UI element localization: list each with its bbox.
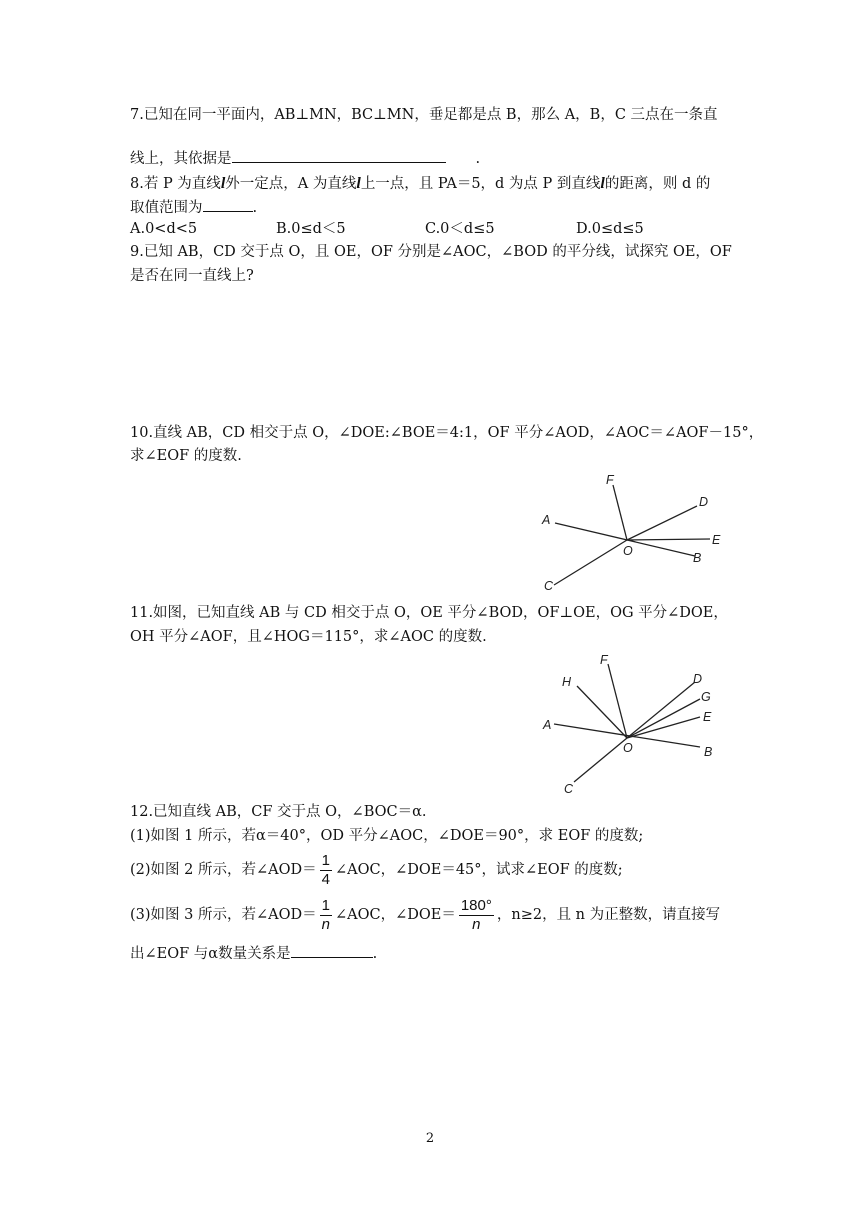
q8-option-a[interactable]: A.0<d<5 — [130, 221, 198, 237]
q10-line1: 10.直线 AB，CD 相交于点 O，∠DOE:∠BOE＝4:1，OF 平分∠AOD，∠AOC＝∠AOF－15°， — [130, 425, 764, 441]
q10-label-a: A — [542, 513, 551, 527]
q11-line1: 11.如图，已知直线 AB 与 CD 相交于点 O，OE 平分∠BOD，OF⊥OE，OG 平分∠DOE， — [130, 605, 728, 621]
q11-figure — [530, 646, 730, 796]
q11-label-h: H — [562, 675, 572, 689]
q12-part3-text-a: (3)如图 3 所示，若∠AOD＝ — [130, 907, 317, 923]
q7-line2 — [130, 148, 480, 169]
q8-text-b: 外一定点，A 为直线 — [225, 176, 357, 192]
q10-ray-od — [627, 506, 697, 540]
q12-fraction-180-over-n — [459, 897, 494, 934]
q12-line5-text: 出∠EOF 与α数量关系是 — [130, 946, 291, 962]
q12-fraction-one-quarter — [320, 852, 332, 889]
q12-line2: (1)如图 1 所示，若α＝40°，OD 平分∠AOC，∠DOE＝90°，求 EOF 的度数; — [130, 828, 644, 844]
q10-label-o: O — [623, 544, 633, 558]
q12-part3-text-b: ∠AOC，∠DOE＝ — [334, 907, 456, 923]
q8-text-d: 的距离，则 d 的 — [604, 176, 711, 192]
q9-line1: 9.已知 AB，CD 交于点 O，且 OE，OF 分别是∠AOC，∠BOD 的平分线，试探究 OE，OF — [130, 244, 732, 260]
q10-label-f: F — [606, 473, 614, 487]
q12-line5-end: . — [372, 946, 378, 962]
q10-label-c: C — [544, 579, 554, 593]
q12-part3-text-c: ，n≥2，且 n 为正整数，请直接写 — [496, 907, 721, 923]
q11-label-c: C — [564, 782, 574, 796]
q12-frac3-den: n — [459, 915, 494, 934]
q7-line2-text: 线上，其依据是 — [130, 151, 232, 167]
q10-ray-of — [613, 485, 627, 540]
q10-label-e: E — [712, 533, 721, 547]
q11-label-o: O — [623, 741, 633, 755]
q8-line-l-3: l — [600, 175, 605, 192]
q12-fraction-one-over-n — [320, 897, 332, 934]
q10-figure — [530, 468, 730, 593]
q8-line2-text: 取值范围为 — [130, 200, 203, 216]
q7-answer-blank[interactable] — [232, 148, 446, 163]
q8-line2 — [130, 197, 257, 218]
q8-line1 — [130, 174, 710, 194]
q12-part2-text-b: ∠AOC，∠DOE＝45°，试求∠EOF 的度数; — [334, 862, 623, 878]
q11-label-g: G — [701, 690, 711, 704]
q11-label-d: D — [693, 672, 703, 686]
q10-line2: 求∠EOF 的度数. — [130, 448, 242, 464]
q11-ray-og — [627, 699, 700, 738]
q8-text-c: 上一点，且 PA＝5，d 为点 P 到直线 — [360, 176, 601, 192]
q11-label-e: E — [703, 710, 712, 724]
q11-ray-oc — [574, 738, 627, 782]
q11-label-a: A — [543, 718, 552, 732]
q11-ray-of — [608, 664, 627, 738]
q8-option-b[interactable]: B.0≤d＜5 — [276, 221, 346, 237]
q11-ray-od — [627, 682, 695, 738]
q10-ray-oe — [627, 539, 710, 540]
q11-label-f: F — [600, 653, 608, 667]
q12-frac2-den: n — [321, 915, 330, 933]
q8-text-a: 8.若 P 为直线 — [130, 176, 221, 192]
q12-answer-blank[interactable] — [291, 943, 373, 958]
q12-frac3-num: 180° — [460, 896, 492, 914]
q10-ray-oc — [554, 540, 627, 585]
q8-answer-blank[interactable] — [203, 197, 253, 212]
q7-line2-end: . — [475, 151, 481, 167]
q12-part2-text-a: (2)如图 2 所示，若∠AOD＝ — [130, 862, 317, 878]
q11-label-b: B — [704, 745, 713, 759]
q10-label-b: B — [693, 551, 702, 565]
q11-ray-oh — [577, 686, 627, 738]
q7-line1: 7.已知在同一平面内，AB⊥MN，BC⊥MN，垂足都是点 B，那么 A，B，C 三点在一条直 — [130, 107, 718, 123]
q12-frac2-num: 1 — [321, 896, 330, 914]
q12-line3 — [130, 848, 623, 892]
q11-ray-oe — [627, 717, 700, 738]
q8-line2-end: . — [252, 200, 258, 216]
q8-line-l-2: l — [356, 175, 361, 192]
q12-frac1-den: 4 — [321, 870, 330, 888]
q12-line5 — [130, 943, 377, 964]
q8-option-c[interactable]: C.0＜d≤5 — [425, 221, 495, 237]
q12-frac1-num: 1 — [321, 851, 330, 869]
q12-line1: 12.已知直线 AB，CF 交于点 O，∠BOC＝α. — [130, 804, 427, 820]
q11-line2: OH 平分∠AOF，且∠HOG＝115°，求∠AOC 的度数. — [130, 629, 487, 645]
q12-line4 — [130, 893, 720, 937]
q8-line-l: l — [220, 175, 226, 192]
q8-option-d[interactable]: D.0≤d≤5 — [576, 221, 644, 237]
q10-label-d: D — [699, 495, 709, 509]
q9-line2: 是否在同一直线上? — [130, 268, 254, 284]
page-number: 2 — [425, 1131, 435, 1146]
